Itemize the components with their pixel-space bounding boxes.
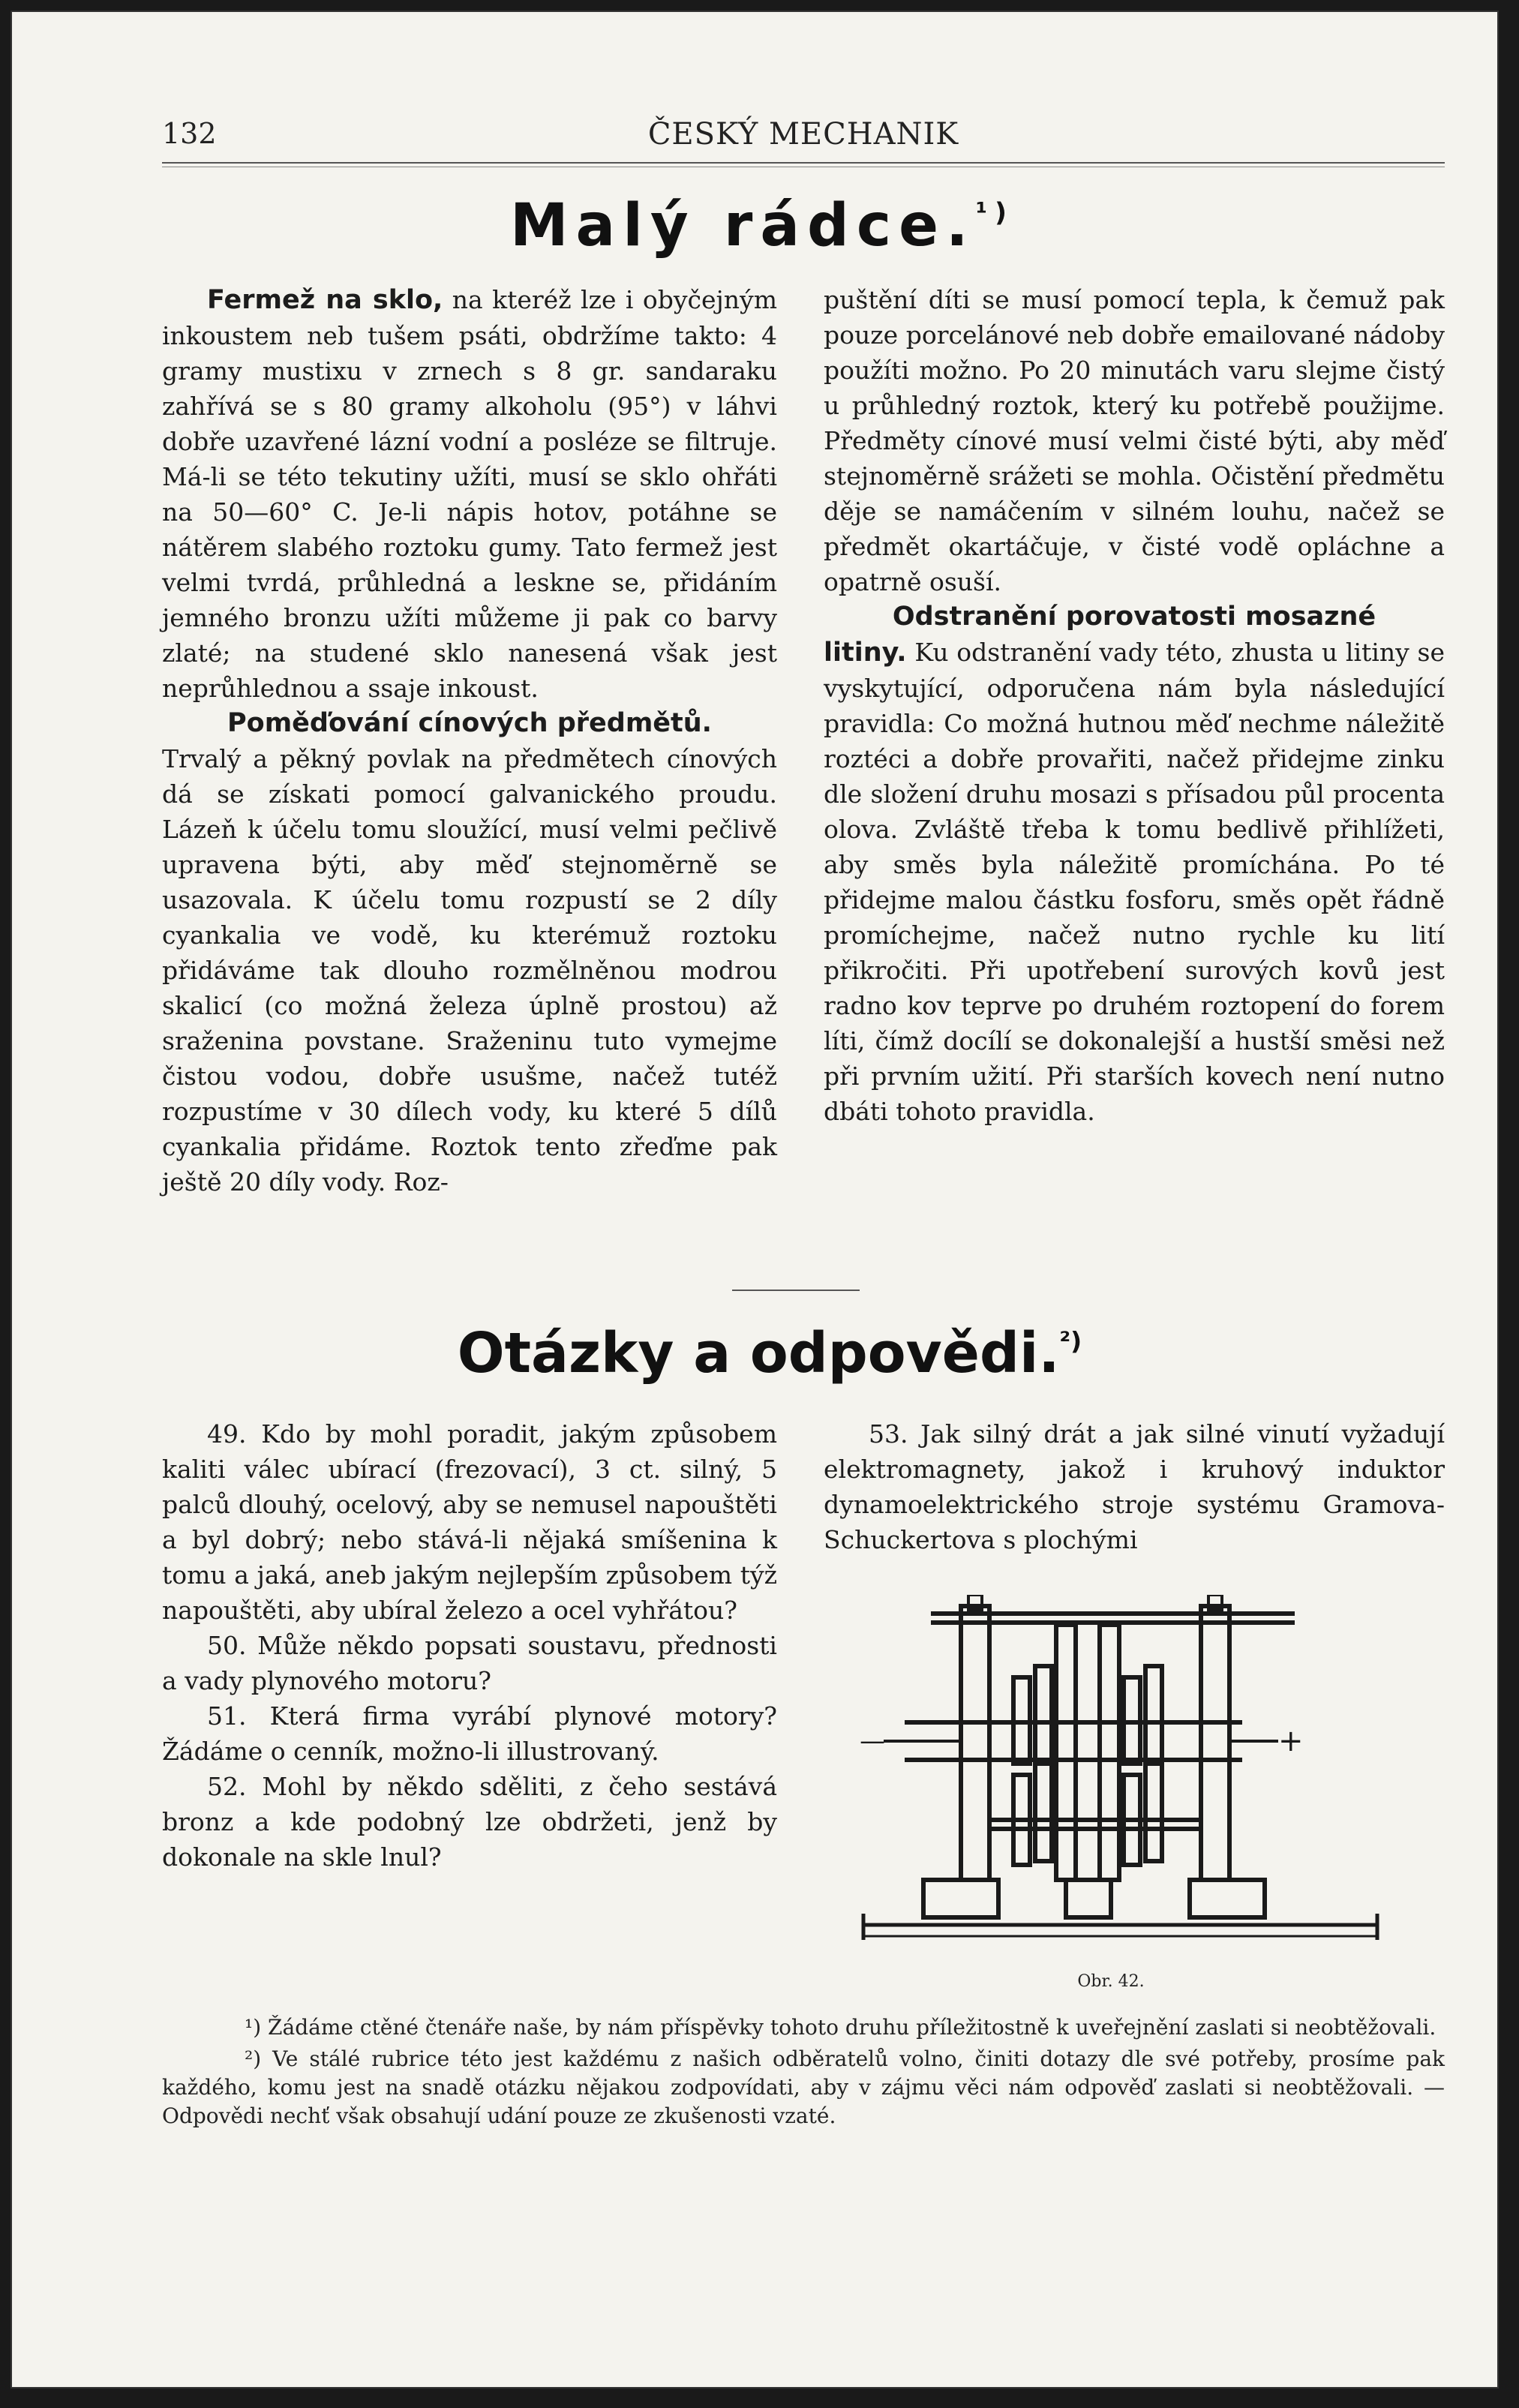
section-title-otazky — [432, 1321, 1107, 1386]
figure-plus-label: + — [1278, 1724, 1304, 1758]
footnote-1: ¹) Žádáme ctěné čtenáře naše, by nám příspěvky tohoto druhu příležitostně k uveřejnění zaslati si neobtěžovali. — [245, 2015, 1436, 2040]
section-title-note: ¹) — [975, 197, 1015, 229]
header-rule — [162, 162, 1445, 164]
section2-title-note: ²) — [1059, 1326, 1082, 1356]
heading-pomedovani: Poměďování cínových předmětů. — [227, 708, 712, 738]
page-number: 132 — [162, 117, 217, 150]
page — [11, 11, 1499, 2388]
question-49: 49. Kdo by mohl poradit, jakým způsobem kaliti válec ubírací (frezovací), 3 ct. silný, 5 palců dlouhý, ocelový, aby se nemusel napouštěti a byl dobrý; nebo stává-li nějaká smíšenina k tomu a jaká, aneb jakým nejlepším způsobem týž napouštěti, aby ubíral železo a ocel vyhřátou? — [162, 1419, 777, 1625]
section-title-text: Malý rádce. — [509, 192, 976, 260]
heading-odstraneni-line2: litiny. — [824, 638, 907, 668]
section1-right-column — [824, 282, 1445, 1129]
paragraph-fermez — [162, 282, 777, 706]
question-51: 51. Která firma vyrábí plynové motory? Žádáme o cenník, možno-li illustrovaný. — [162, 1701, 777, 1766]
figure-caption: Obr. 42. — [1077, 1972, 1145, 1991]
text-odstraneni: Ku odstranění vady této, zhusta u litiny se vyskytující, odporučena nám byla následující pravidla: Co možná hutnou měď nechme náležitě roztéci a dobře provařiti, načež přidejme zinku dle složení druhu mosazi s přísadou půl procenta olova. Zvláště třeba k tomu bedlivě přihlížeti, aby směs byla náležitě promíchána. Po té přidejme malou částku fosforu, směs opět řádně promíchejme, načež nutno rychle ku lití přikročiti. Při upotřebení surových kovů jest radno kov teprve po druhém roztopení do forem líti, čímž docílí se dokonalejší a hustší směsi než při prvním užití. Při starších kovech není nutno dbáti tohoto pravidla. — [824, 638, 1445, 1126]
question-53: 53. Jak silný drát a jak silné vinutí vyžadují elektromagnety, jakož i kruhový induktor dynamoelektrického stroje systému Gramova-Schuckertova s plochými — [824, 1419, 1445, 1554]
footnote-2: ²) Ve stálé rubrice této jest každému z našich odběratelů volno, činiti dotazy dle své potřeby, prosíme pak každého, komu jest na snadě otázku nějakou zodpovídati, aby v zájmu věci nám odpověď zaslati si neobtěžovali. — Odpovědi nechť však obsahují udání pouze ze zkušenosti vzaté. — [162, 2046, 1445, 2128]
section2-left-column — [162, 1416, 777, 1875]
heading-odstraneni: Odstranění porovatosti mosazné — [892, 602, 1376, 632]
section2-title-text: Otázky a odpovědi. — [457, 1321, 1060, 1386]
figure-frame — [863, 1595, 1377, 1940]
section1-left-column — [162, 282, 777, 1199]
footnotes — [162, 2013, 1445, 2133]
question-50: 50. Může někdo popsati soustavu, přednosti a vady plynového motoru? — [162, 1631, 777, 1695]
figure-dynamo-drawing — [852, 1595, 1392, 1962]
text-pomedovani: Trvalý a pěkný povlak na předmětech cínových dá se získati pomocí galvanického proudu. Lázeň k účelu tomu sloužící, musí velmi pečlivě upravena býti, aby měď stejnoměrně se usazovala. K účelu tomu rozpustí se 2 díly cyankalia ve vodě, ku kterémuž roztoku přidáváme tak dlouho rozmělněnou modrou skalicí (co možná železa úplně prostou) až sraženina povstane. Sraženinu tuto vymejme čistou vodou, dobře usušme, načež tutéž rozpustíme v 30 dílech vody, ku které 5 dílů cyankalia přidáme. Roztok tento zřeďme pak ještě 20 díly vody. Roz- — [162, 744, 777, 1196]
question-52: 52. Mohl by někdo sděliti, z čeho sestává bronz a kde podobný lze obdržeti, jenž by dokonale na skle lnul? — [162, 1772, 777, 1872]
heading-fermez: Fermež na sklo, — [207, 285, 443, 315]
text-pomedovani-cont: puštění díti se musí pomocí tepla, k čemuž pak pouze porcelánové neb dobře emailované nádoby použíti možno. Po 20 minutách varu slejme čistý u průhledný roztok, který ku potřebě použijme. Předměty cínové musí velmi čisté býti, aby měď stejnoměrně srážeti se mohla. Očistění předmětu děje se namáčením v silném louhu, načež se předmět okartáčuje, v čisté vodě opláchne a opatrně osuší. — [824, 285, 1445, 596]
text-fermez: na kteréž lze i obyčejným inkoustem neb tušem psáti, obdržíme takto: 4 gramy mustixu v zrnech s 8 gr. sandaraku zahřívá se s 80 gramy alkoholu (95°) v láhvi dobře uzavřené lázní vodní a posléze se filtruje. Má-li se této tekutiny užíti, musí se sklo ohřáti na 50—60° C. Je-li nápis hotov, potáhne se nátěrem slabého roztoku gumy. Tato fermež jest velmi tvrdá, průhledná a leskne se, přidáním jemného bronzu užíti můžeme ji pak co barvy zlaté; na studené sklo nanesená však jest neprůhlednou a ssaje inkoust. — [162, 285, 777, 703]
figure-minus-label: — — [860, 1726, 885, 1756]
running-header — [162, 117, 1445, 152]
section-separator — [732, 1290, 860, 1291]
journal-title: ČESKÝ MECHANIK — [647, 117, 959, 152]
section-title-maly-radce — [462, 192, 1062, 260]
section2-right-column — [824, 1416, 1445, 1557]
